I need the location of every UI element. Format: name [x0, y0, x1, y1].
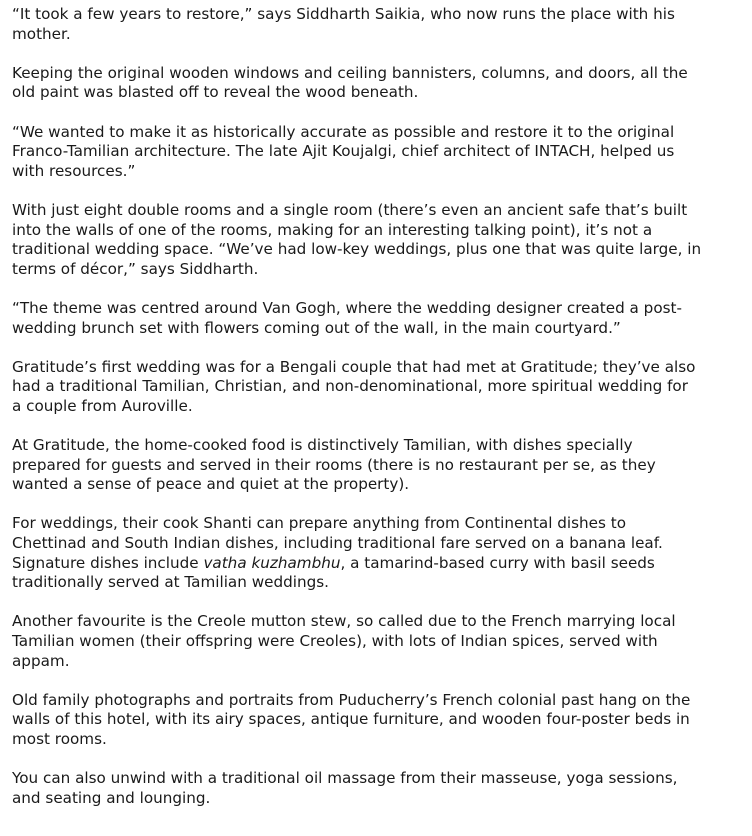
paragraph-massage-and-yoga: You can also unwind with a traditional oil massage from their masseuse, yoga sessions, and seating and lounging. [12, 769, 678, 807]
wedding-menu-text-after: , a tamarind-based curry with basil seeds traditionally served at Tamilian weddings. [12, 553, 655, 592]
paragraph-van-gogh-theme: “The theme was centred around Van Gogh, where the wedding designer created a post-wedding brunch set with flowers coming out of the wall, in the main courtyard.” [12, 298, 682, 337]
paragraph-first-wedding: Gratitude’s first wedding was for a Bengali couple that had met at Gratitude; they’ve also had a traditional Tamilian, Christian, and non-denominational, more spiritual wedding for a couple from Auroville. [12, 357, 696, 415]
dish-name-italic: vatha kuzhambhu [203, 553, 341, 572]
paragraph-creole-stew: Another favourite is the Creole mutton stew, so called due to the French marrying local Tamilian women (their offspring were Creoles), with lots of Indian spices, served with appam. [12, 612, 676, 670]
paragraph-wedding-menu [12, 514, 702, 592]
paragraph-home-cooked-food: At Gratitude, the home-cooked food is distinctively Tamilian, with dishes specially prepared for guests and served in their rooms (there is no restaurant per se, as they wanted a sense of peace and quiet at the property). [12, 436, 656, 494]
paragraph-photographs-and-furniture: Old family photographs and portraits from Puducherry’s French colonial past hang on the walls of this hotel, with its airy spaces, antique furniture, and wooden four-poster beds in most rooms. [12, 690, 691, 748]
paragraph-rooms-and-weddings: With just eight double rooms and a single room (there’s even an ancient safe that’s built into the walls of one of the rooms, making for an interesting talking point), it’s not a traditional wedding space. “We’ve had low-key weddings, plus one that was quite large, in terms of décor,” says Siddharth. [12, 200, 702, 278]
paragraph-original-woodwork: Keeping the original wooden windows and ceiling bannisters, columns, and doors, all the old paint was blasted off to reveal the wood beneath. [12, 63, 688, 102]
article-body [12, 5, 702, 808]
paragraph-restoration-quote: “It took a few years to restore,” says Siddharth Saikia, who now runs the place with his mother. [12, 5, 675, 43]
paragraph-historical-accuracy-quote: “We wanted to make it as historically accurate as possible and restore it to the original Franco-Tamilian architecture. The late Ajit Koujalgi, chief architect of INTACH, helped us with resources.” [12, 122, 675, 180]
wedding-menu-text-before: For weddings, their cook Shanti can prepare anything from Continental dishes to Chettinad and South Indian dishes, including traditional fare served on a banana leaf. Signature dishes include [12, 514, 663, 572]
